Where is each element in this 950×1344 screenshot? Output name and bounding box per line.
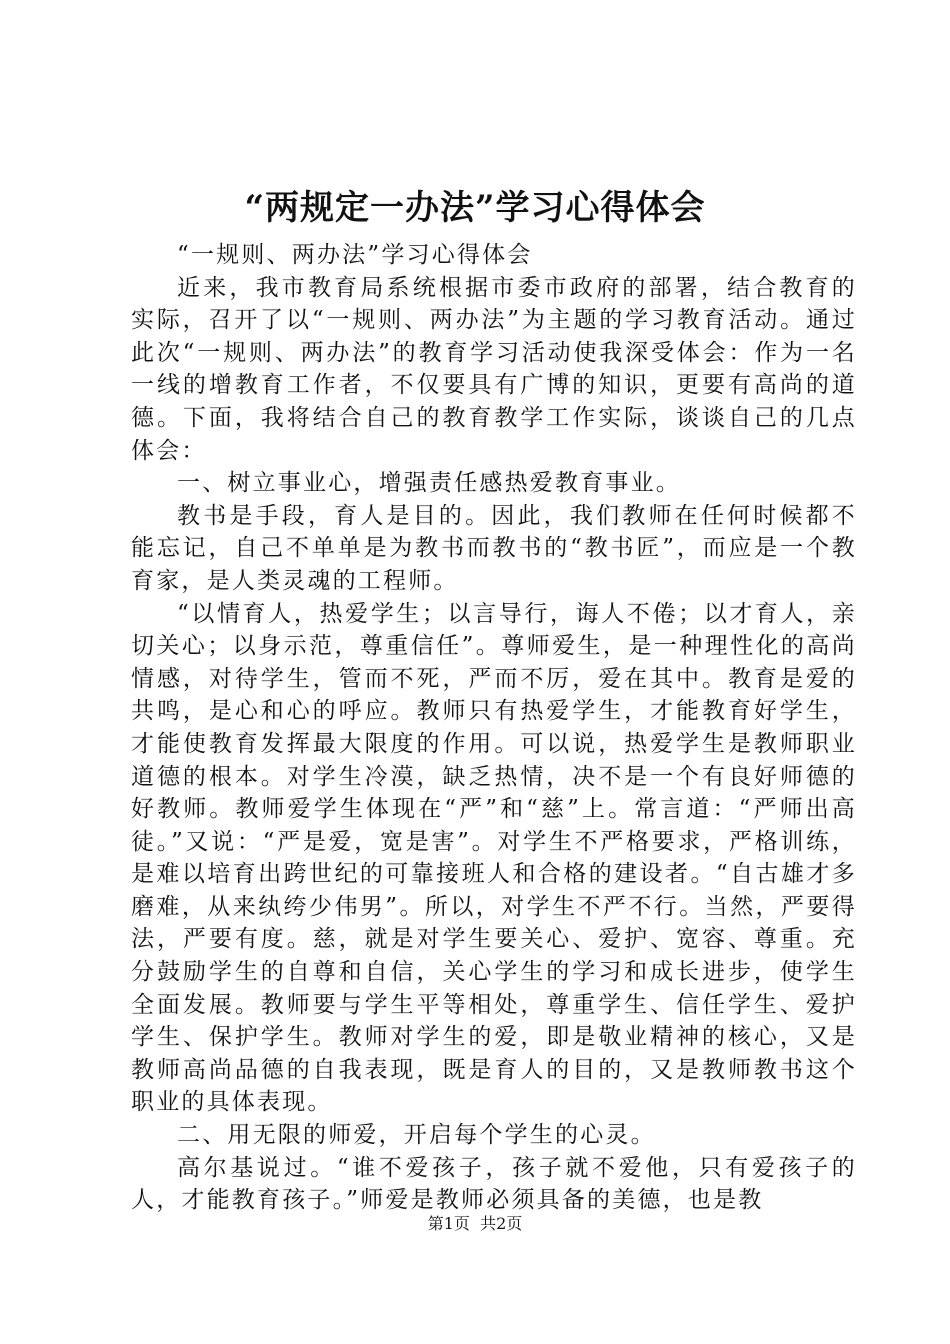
document-body — [131, 239, 857, 1217]
page-footer — [0, 1212, 950, 1236]
body-paragraph: 高尔基说过。“谁不爱孩子，孩子就不爱他，只有爱孩子的人，才能教育孩子。”师爱是教师必须具备的美德，也是教 — [131, 1154, 857, 1214]
page-number: 第1页 共2页 — [427, 1214, 523, 1233]
intro-paragraph: 近来，我市教育局系统根据市委市政府的部署，结合教育的实际，召开了以“一规则、两办法”为主题的学习教育活动。通过此次“一规则、两办法”的教育学习活动使我深受体会：作为一名一线的增教育工作者，不仅要具有广博的知识，更要有高尚的道德。下面，我将结合自己的教育教学工作实际，谈谈自己的几点体会： — [131, 274, 857, 464]
section-heading-1: 一、树立事业心，增强责任感热爱教育事业。 — [177, 470, 681, 497]
body-paragraph: 教书是手段，育人是目的。因此，我们教师在任何时候都不能忘记，自己不单单是为教书而教书的“教书匠”，而应是一个教育家，是人类灵魂的工程师。 — [131, 502, 857, 594]
document-title: “两规定一办法”学习心得体会 — [244, 188, 706, 228]
section-heading-2: 二、用无限的师爱，开启每个学生的心灵。 — [177, 1122, 656, 1149]
body-paragraph: “以情育人，热爱学生；以言导行，诲人不倦；以才育人，亲切关心；以身示范，尊重信任”。尊师爱生，是一种理性化的高尚情感，对待学生，管而不死，严而不厉，爱在其中。教育是爱的共鸣，是心和心的呼应。教师只有热爱学生，才能教育好学生，才能使教育发挥最大限度的作用。可以说，热爱学生是教师职业道德的根本。对学生冷漠，缺乏热情，决不是一个有良好师德的好教师。教师爱学生体现在“严”和“慈”上。常言道：“严师出高徒。”又说：“严是爱，宽是害”。对学生不严格要求，严格训练，是难以培育出跨世纪的可靠接班人和合格的建设者。“自古雄才多磨难，从来纨绔少伟男”。所以，对学生不严不行。当然，严要得法，严要有度。慈，就是对学生要关心、爱护、宽容、尊重。充分鼓励学生的自尊和自信，关心学生的学习和成长进步，使学生全面发展。教师要与学生平等相处，尊重学生、信任学生、爱护学生、保护学生。教师对学生的爱，即是敬业精神的核心，又是教师高尚品德的自我表现，既是育人的目的，又是教师教书这个职业的具体表现。 — [131, 600, 857, 1116]
subtitle-paragraph: “一规则、两办法”学习心得体会 — [177, 242, 533, 268]
